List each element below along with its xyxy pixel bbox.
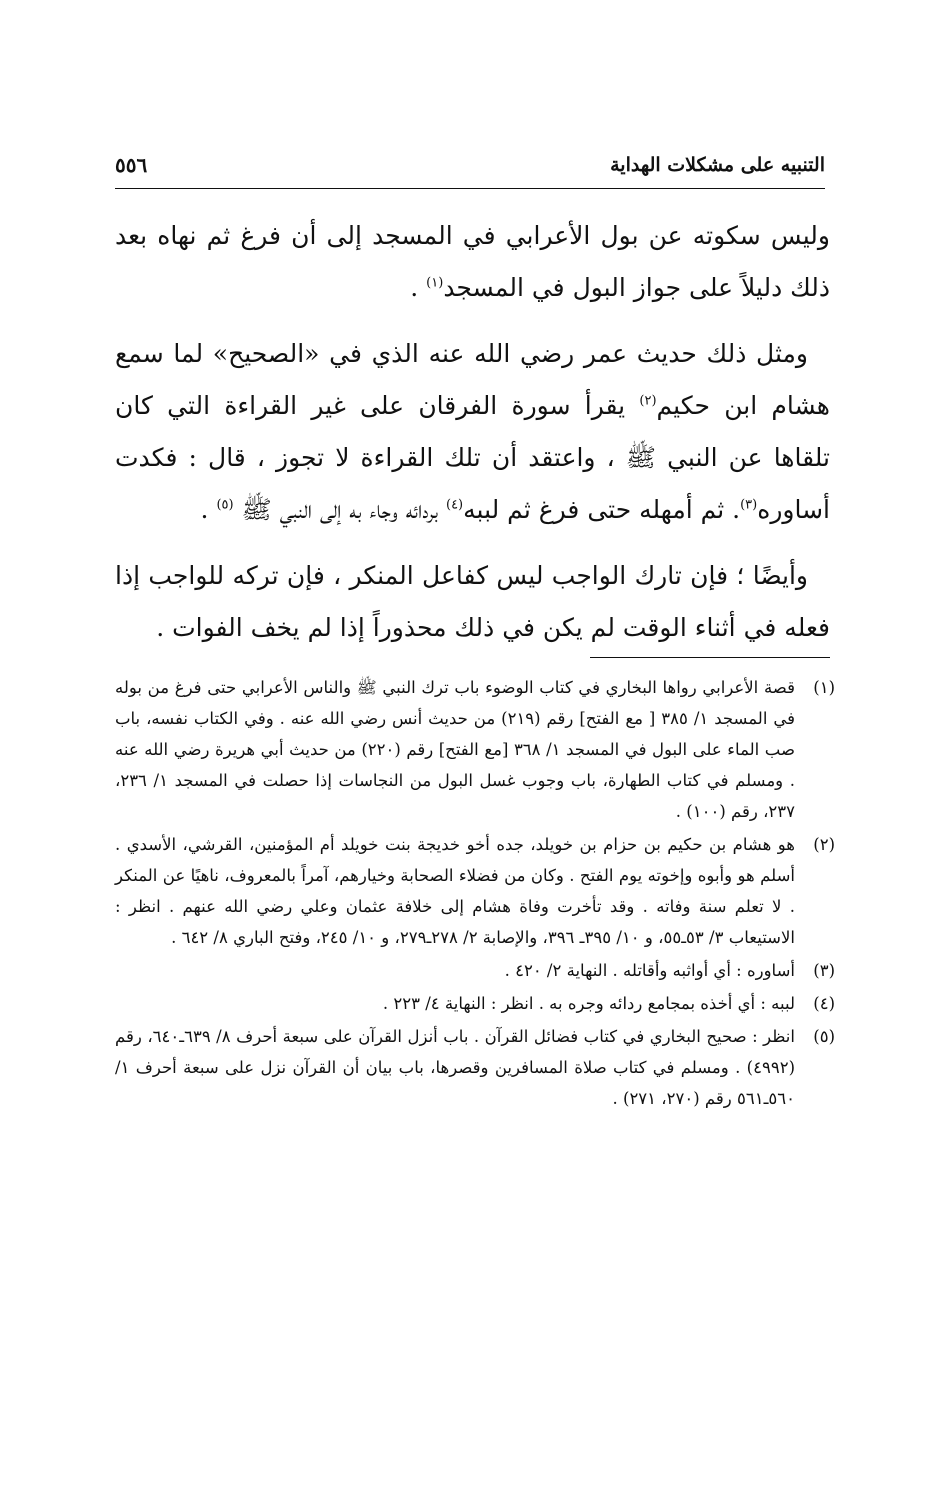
footnote-number: (١) (813, 678, 835, 697)
paragraph-1-text: وليس سكوته عن بول الأعرابي في المسجد إلى أن فرغ ثم نهاه بعد ذلك دليلاً على جواز البول في المسجد (115, 221, 830, 302)
paragraph-2-text-b: يقرأ سورة الفرقان على غير القراءة التي كان تلقاها عن النبي ﷺ ، واعتقد أن تلك القراءة لا تجوز ، قال : فكدت أساوره (115, 391, 830, 524)
footnote-ref-2: (٢) (639, 393, 657, 409)
paragraph-3 (115, 550, 830, 654)
running-title: التنبيه على مشكلات الهداية (610, 154, 825, 176)
header-divider (115, 188, 825, 189)
footnote-2 (115, 829, 835, 953)
running-header (115, 150, 825, 184)
footnote-number: (٢) (813, 835, 835, 854)
footnote-text: لببه : أي أخذه بمجامع ردائه وجره به . انظر : النهاية ٤/ ٢٢٣ . (382, 994, 795, 1013)
paragraph-2-end: . (200, 495, 217, 524)
footnote-ref-5: (٥) (216, 497, 234, 513)
footnote-text: أساوره : أي أواثبه وأقاتله . النهاية ٢/ ٤٢٠ . (504, 961, 795, 980)
paragraph-2-text-d: بردائه وجاء به إلى النبي ﷺ (233, 495, 446, 524)
paragraph-2-text-a: ومثل ذلك حديث عمر رضي الله عنه الذي في «الصحيح» لما سمع هشام ابن حكيم (115, 339, 830, 420)
footnote-text: قصة الأعرابي رواها البخاري في كتاب الوضوء باب ترك النبي ﷺ والناس الأعرابي حتى فرغ من بوله في المسجد ١/ ٣٨٥ [ مع الفتح] رقم (٢١٩) من حديث أنس رضي الله عنه . وفي الكتاب نفسه، باب صب الماء على البول في المسجد ١/ ٣٦٨ [مع الفتح] رقم (٢٢٠) من حديث أبي هريرة رضي الله عنه . ومسلم في كتاب الطهارة، باب وجوب غسل البول من النجاسات إذا حصلت في المسجد ١/ ٢٣٦، ٢٣٧، رقم (١٠٠) . (115, 678, 795, 821)
paragraph-3-text: وأيضًا ؛ فإن تارك الواجب ليس كفاعل المنكر ، فإن تركه للواجب إذا فعله في أثناء الوقت لم يكن في ذلك محذوراً إذا لم يخف الفوات . (115, 561, 830, 642)
paragraph-1 (115, 210, 830, 314)
paragraph-1-end: . (410, 273, 427, 302)
footnote-number: (٥) (813, 1027, 835, 1046)
paragraph-2-text-c: . ثم أمهله حتى فرغ ثم لببه (463, 495, 741, 524)
paragraph-2 (115, 328, 830, 536)
footnote-1 (115, 672, 835, 827)
footnote-ref-3: (٣) (740, 497, 758, 513)
footnote-ref-4: (٤) (445, 497, 464, 513)
footnote-number: (٣) (813, 961, 835, 980)
footnote-text: انظر : صحيح البخاري في كتاب فضائل القرآن . باب أنزل القرآن على سبعة أحرف ٨/ ٦٣٩ـ٦٤٠، رقم (٤٩٩٢) . ومسلم في كتاب صلاة المسافرين وقصرها، باب بيان أن القرآن نزل على سبعة أحرف ١/ ٥٦٠ـ٥٦١ رقم (٢٧٠، ٢٧١) . (115, 1027, 795, 1108)
footnote-divider (590, 657, 830, 658)
footnote-text: هو هشام بن حكيم بن حزام بن خويلد، جده أخو خديجة بنت خويلد أم المؤمنين، القرشي، الأسدي . أسلم هو وأبوه وإخوته يوم الفتح . وكان من فضلاء الصحابة وخيارهم، آمراً بالمعروف، ناهيًا عن المنكر . لا تعلم سنة وفاته . وقد تأخرت وفاة هشام إلى خلافة عثمان وعلي رضي الله عنهم . انظر : الاستيعاب ٣/ ٥٣ـ٥٥، و ١٠/ ٣٩٥ـ ٣٩٦، والإصابة ٢/ ٢٧٨ـ٢٧٩، و ١٠/ ٢٤٥، وفتح الباري ٨/ ٦٤٢ . (115, 835, 795, 947)
main-text (115, 210, 830, 668)
footnote-5 (115, 1021, 835, 1114)
footnote-number: (٤) (813, 994, 835, 1013)
footnotes (115, 672, 835, 1116)
footnote-ref-1: (١) (426, 275, 444, 291)
footnote-4 (115, 988, 835, 1019)
page-number: ٥٥٦ (115, 153, 148, 177)
footnote-3 (115, 955, 835, 986)
